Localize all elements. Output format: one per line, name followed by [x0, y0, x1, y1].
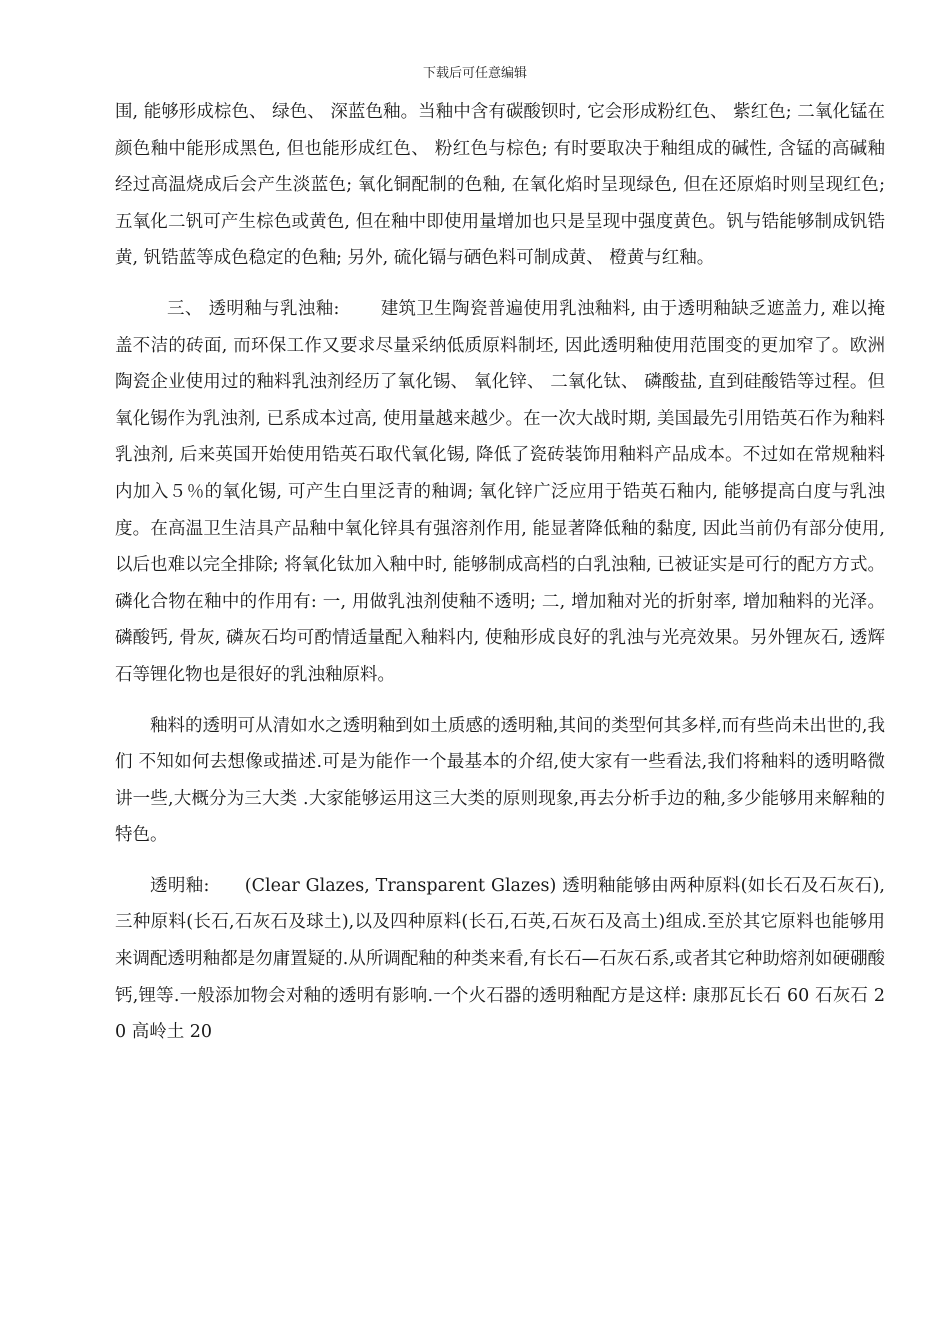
paragraph-clear-glazes: 透明釉: (Clear Glazes, Transparent Glazes) 透明釉能够由两种原料(如长石及石灰石),三种原料(长石,石灰石及球土),以及四种原料(长石,石英,石灰石及高土)组成.至於其它原料也能够用来调配透明釉都是勿庸置疑的.从所调配釉的种类来看,有长石—石灰石系,或者其它种助熔剂如硬硼酸钙,锂等.一般添加物会对釉的透明有影响.一个火石器的透明釉配方是这样: 康那瓦长石 60 石灰石 20 高岭土 20 [115, 875, 885, 1043]
paragraph-opaque-glaze: 三、 透明釉与乳浊釉: 建筑卫生陶瓷普遍使用乳浊釉料, 由于透明釉缺乏遮盖力, 难以掩盖不洁的砖面, 而环保工作又要求尽量采纳低质原料制坯, 因此透明釉使用范围变的更加窄了。欧洲陶瓷企业使用过的釉料乳浊剂经历了氧化锡、 氧化锌、 二氧化钛、 磷酸盐, 直到硅酸锆等过程。但氧化锡作为乳浊剂, 已系成本过高, 使用量越来越少。在一次大战时期, 美国最先引用锆英石作为釉料乳浊剂, 后来英国开始使用锆英石取代氧化锡, 降低了瓷砖装饰用釉料产品成本。不过如在常规釉料内加入５％的氧化锡, 可产生白里泛青的釉调; 氧化锌广泛应用于锆英石釉内, 能够提高白度与乳浊度。在高温卫生洁具产品釉中氧化锌具有强溶剂作用, 能显著降低釉的黏度, 因此当前仍有部分使用, 以后也难以完全排除; 将氧化钛加入釉中时, 能够制成高档的白乳浊釉, 已被证实是可行的配方方式。磷化合物在釉中的作用有: 一, 用做乳浊剂使釉不透明; 二, 增加釉对光的折射率, 增加釉料的光泽。磷酸钙, 骨灰, 磷灰石均可酌情适量配入釉料内, 使釉形成良好的乳浊与光亮效果。另外锂灰石, 透辉石等锂化物也是很好的乳浊釉原料。 [115, 298, 891, 685]
document-body [115, 94, 891, 1051]
paragraph-transparency-intro: 釉料的透明可从清如水之透明釉到如土质感的透明釉,其间的类型何其多样,而有些尚未出世的,我们 不知如何去想像或描述.可是为能作一个最基本的介绍,使大家有一些看法,我们将釉料的透明略微讲一些,大概分为三大类 .大家能够运用这三大类的原则现象,再去分析手边的釉,多少能够用来解釉的特色。 [115, 715, 885, 846]
page-header: 下载后可任意编辑 [422, 66, 527, 81]
paragraph-glaze-colors: 围, 能够形成棕色、 绿色、 深蓝色釉。当釉中含有碳酸钡时, 它会形成粉红色、 紫红色; 二氧化锰在颜色釉中能形成黑色, 但也能形成红色、 粉红色与棕色; 有时要取决于釉组成的碱性, 含锰的高碱釉经过高温烧成后会产生淡蓝色; 氧化铜配制的色釉, 在氧化焰时呈现绿色, 但在还原焰时则呈现红色; 五氧化二钒可产生棕色或黄色, 但在釉中即使用量增加也只是呈现中强度黄色。钒与锆能够制成钒锆黄, 钒锆蓝等成色稳定的色釉; 另外, 硫化镉与硒色料可制成黄、 橙黄与红釉。 [115, 102, 891, 269]
